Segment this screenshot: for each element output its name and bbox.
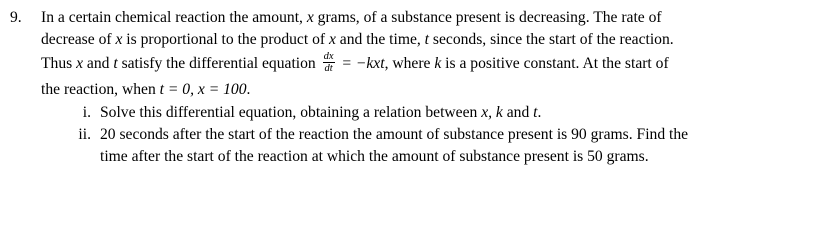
sub-question-i [41, 102, 831, 124]
text-segment: is a positive constant. At the start of [441, 55, 669, 73]
var-x: x [328, 31, 336, 48]
question-line-3 [41, 51, 831, 79]
sub-question-numeral: i. [82, 104, 91, 121]
text-segment: satisfy the differential equation [117, 55, 320, 73]
text-segment: and the time, [335, 31, 425, 48]
sub-question-numeral: ii. [78, 126, 91, 143]
question-line-4 [41, 79, 831, 101]
vars-x-k: x, k [481, 104, 503, 121]
text-segment: the reaction, when [41, 81, 160, 98]
text-segment: and [83, 55, 114, 73]
text-segment: seconds, since the start of the reaction. [429, 31, 674, 48]
text-segment: is proportional to the product of [122, 31, 329, 48]
text-segment: Thus [41, 55, 77, 73]
var-k: k [434, 55, 442, 73]
var-t: t [113, 55, 118, 73]
text-segment: decrease of [41, 31, 116, 48]
sub-question-text-line-1: 20 seconds after the start of the reaction the amount of substance present is 90 grams. Find the [100, 126, 689, 143]
equation-rhs: = −kxt [337, 55, 385, 73]
fraction-denominator: dt [324, 63, 333, 74]
text-segment: . [537, 104, 542, 121]
text-segment: and [502, 104, 534, 121]
fraction-numerator: dx [323, 51, 334, 62]
question-line-2 [41, 29, 831, 51]
var-x: x [306, 9, 314, 26]
text-segment: , where [384, 55, 435, 73]
sub-questions [41, 102, 831, 168]
text-segment: Solve this differential equation, obtaining a relation between [100, 104, 482, 121]
question-line-1 [41, 7, 831, 29]
var-t: t [424, 31, 430, 48]
text-segment: . [246, 81, 251, 98]
sub-question-text-line-2: time after the start of the reaction at which the amount of substance present is 50 grams. [100, 148, 649, 165]
initial-condition: t = 0, x = 100 [159, 81, 247, 98]
text-segment: grams, of a substance present is decreasing. The rate of [313, 9, 662, 26]
question-body [41, 7, 831, 168]
text-segment: In a certain chemical reaction the amount, [41, 9, 307, 26]
sub-question-ii-continued [41, 146, 831, 168]
var-t: t [533, 104, 538, 121]
derivative-fraction [323, 51, 335, 74]
sub-question-text [100, 102, 541, 124]
var-x: x [76, 55, 84, 73]
var-x: x [115, 31, 123, 48]
question-number: 9. [10, 9, 22, 26]
sub-question-ii [41, 124, 831, 146]
